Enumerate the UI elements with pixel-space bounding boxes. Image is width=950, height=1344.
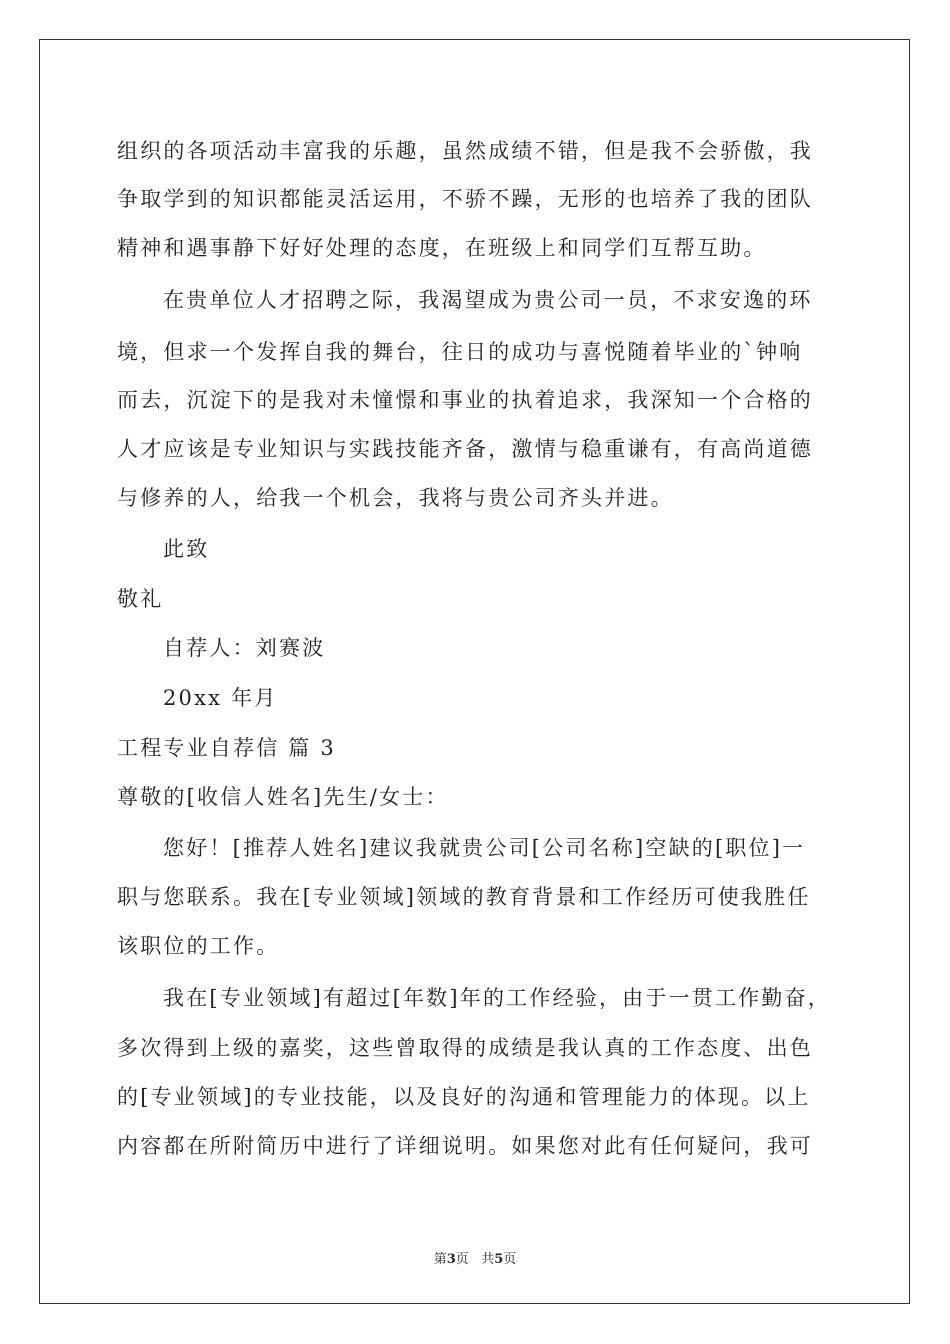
paragraph-start: 在贵单位人才招聘之际，我渴望成为贵公司一员，不求安逸的环 (163, 288, 813, 312)
salutation-regards: 敬礼 (117, 587, 164, 611)
greeting-line: 尊敬的[收信人姓名]先生/女士： (117, 785, 449, 809)
text-line: 而去，沉淀下的是我对未憧憬和事业的执着追求，我深知一个合格的 (117, 388, 813, 412)
page-border (39, 39, 910, 1304)
text-line: 争取学到的知识都能灵活运用，不骄不躁，无形的也培养了我的团队 (117, 187, 813, 211)
text-line: 精神和遇事静下好好处理的态度，在班级上和同学们互帮互助。 (117, 236, 767, 260)
text-line: 的[专业领域]的专业技能，以及良好的沟通和管理能力的体现。以上 (117, 1085, 811, 1109)
paragraph-start: 我在[专业领域]有超过[年数]年的工作经验，由于一贯工作勤奋， (163, 986, 831, 1010)
date-line: 20xx 年月 (163, 686, 278, 710)
section-title: 工程专业自荐信 篇 3 (117, 736, 336, 760)
page-suffix: 页 (503, 1252, 517, 1267)
paragraph-start: 您好！[推荐人姓名]建议我就贵公司[公司名称]空缺的[职位]一 (163, 836, 806, 860)
text-line: 人才应该是专业知识与实践技能齐备，激情与稳重谦有，有高尚道德 (117, 437, 813, 461)
closing-phrase: 此致 (163, 537, 210, 561)
total-pages: 5 (494, 1252, 504, 1267)
text-line: 内容都在所附简历中进行了详细说明。如果您对此有任何疑问，我可 (117, 1134, 813, 1158)
signature-line: 自荐人：刘赛波 (163, 636, 326, 660)
text-line: 该职位的工作。 (117, 934, 280, 958)
page-number-footer (0, 1248, 950, 1267)
text-line: 境，但求一个发挥自我的舞台，往日的成功与喜悦随着毕业的`钟响 (117, 340, 803, 364)
text-line: 与修养的人，给我一个机会，我将与贵公司齐头并进。 (117, 486, 674, 510)
text-line: 组织的各项活动丰富我的乐趣，虽然成绩不错，但是我不会骄傲，我 (117, 139, 813, 163)
current-page: 3 (446, 1252, 456, 1267)
text-line: 多次得到上级的嘉奖，这些曾取得的成绩是我认真的工作态度、出色 (117, 1036, 813, 1060)
page-prefix: 第 (433, 1252, 447, 1267)
text-line: 职与您联系。我在[专业领域]领域的教育背景和工作经历可使我胜任 (117, 885, 811, 909)
page-mid: 页 共 (455, 1252, 495, 1267)
